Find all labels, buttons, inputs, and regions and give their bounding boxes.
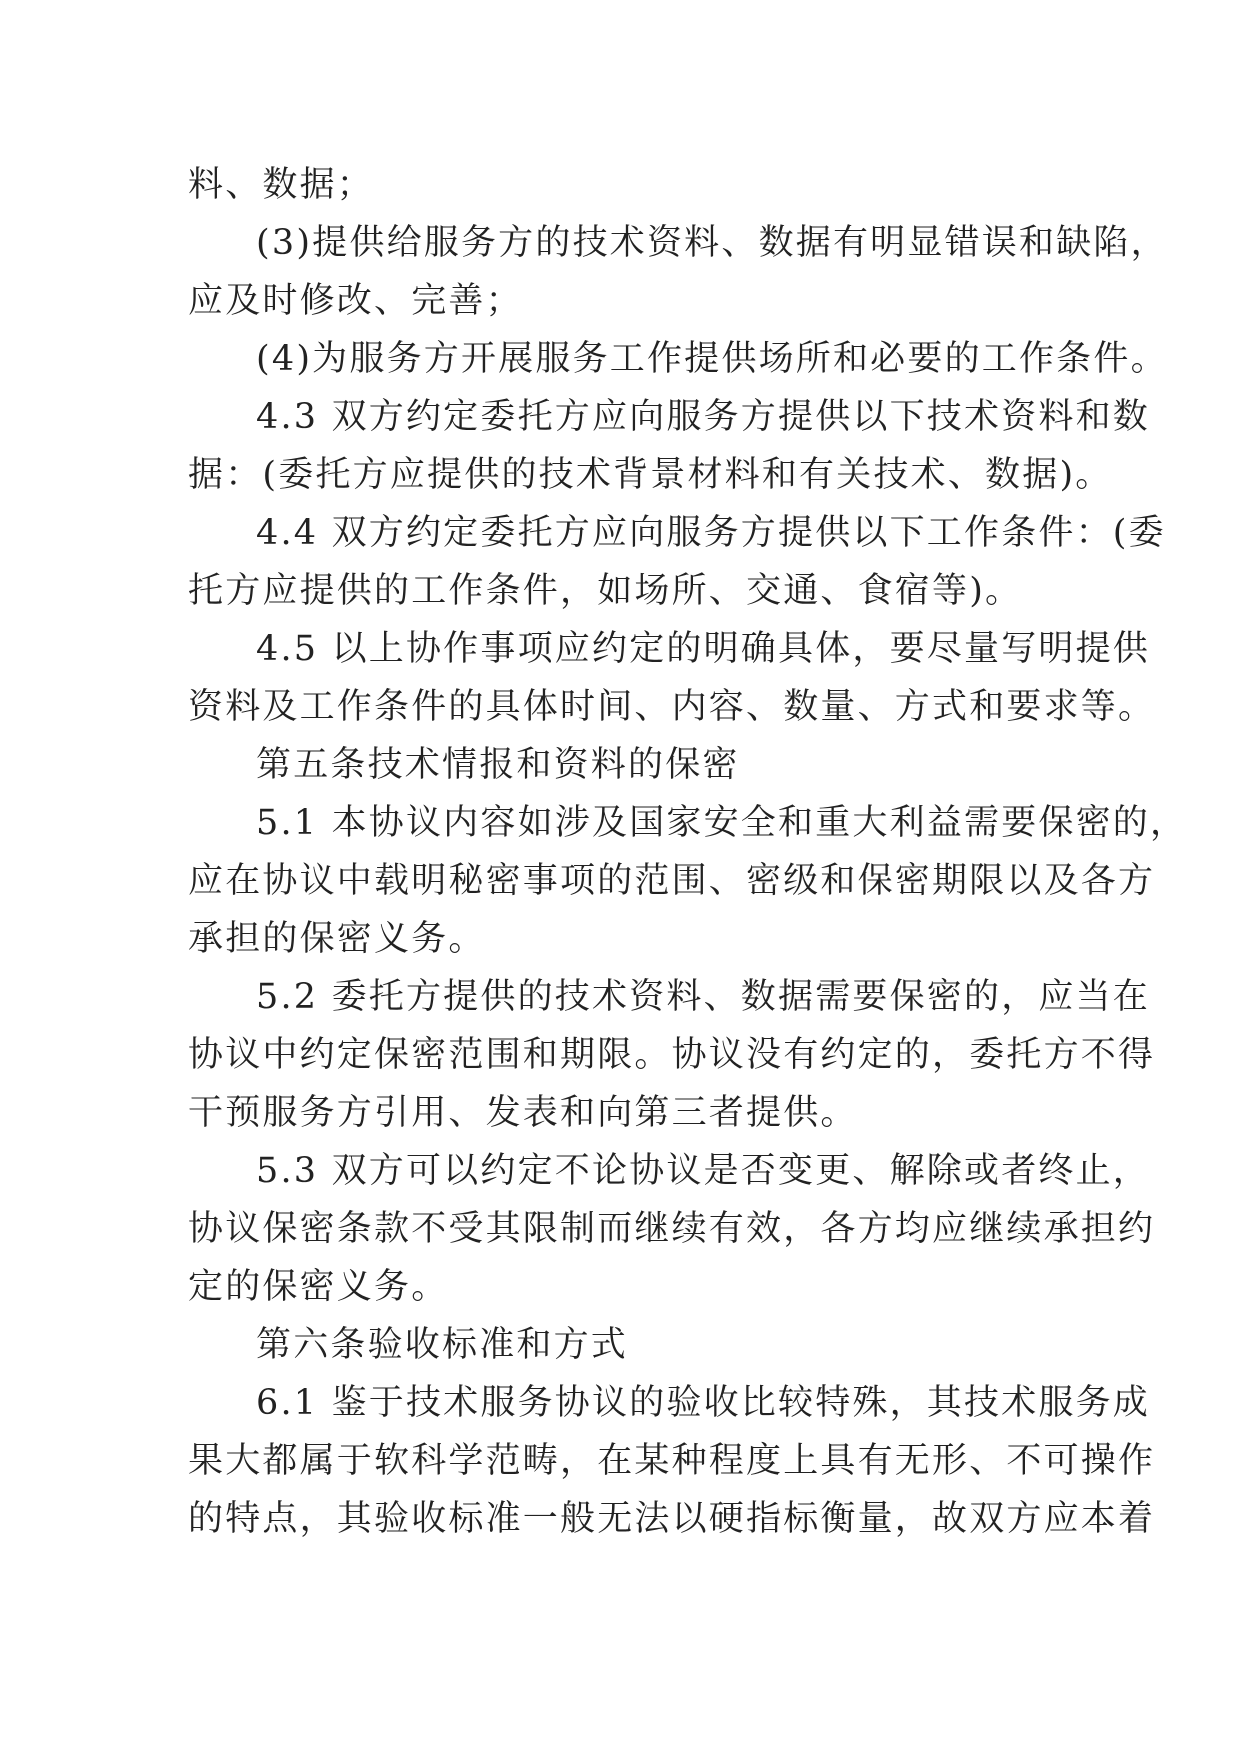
text-line: (4)为服务方开展服务工作提供场所和必要的工作条件。 — [256, 339, 1168, 379]
text-line: 协议保密条款不受其限制而继续有效，各方均应继续承担约 — [188, 1209, 1156, 1249]
text-line: 承担的保密义务。 — [188, 919, 486, 959]
text-line: 果大都属于软科学范畴，在某种程度上具有无形、不可操作 — [188, 1441, 1156, 1481]
text-line: 应及时修改、完善； — [188, 281, 523, 321]
text-line: 5.1 本协议内容如涉及国家安全和重大利益需要保密的， — [256, 803, 1188, 843]
text-line: 6.1 鉴于技术服务协议的验收比较特殊，其技术服务成 — [256, 1383, 1150, 1423]
text-line: 资料及工作条件的具体时间、内容、数量、方式和要求等。 — [188, 687, 1156, 727]
text-line: 据：(委托方应提供的技术背景材料和有关技术、数据)。 — [188, 455, 1113, 495]
text-line: 5.2 委托方提供的技术资料、数据需要保密的，应当在 — [256, 977, 1150, 1017]
text-line: 4.4 双方约定委托方应向服务方提供以下工作条件：(委 — [256, 513, 1166, 553]
text-line: (3)提供给服务方的技术资料、数据有明显错误和缺陷， — [256, 223, 1168, 263]
text-line: 干预服务方引用、发表和向第三者提供。 — [188, 1093, 858, 1133]
text-line: 定的保密义务。 — [188, 1267, 449, 1307]
text-line: 4.5 以上协作事项应约定的明确具体，要尽量写明提供 — [256, 629, 1150, 669]
text-line: 协议中约定保密范围和期限。协议没有约定的，委托方不得 — [188, 1035, 1156, 1075]
text-line: 5.3 双方可以约定不论协议是否变更、解除或者终止， — [256, 1151, 1150, 1191]
text-line: 4.3 双方约定委托方应向服务方提供以下技术资料和数 — [256, 397, 1150, 437]
text-line: 料、数据； — [188, 165, 375, 205]
text-line: 应在协议中载明秘密事项的范围、密级和保密期限以及各方 — [188, 861, 1156, 901]
section-heading: 第五条技术情报和资料的保密 — [256, 745, 740, 785]
text-line: 的特点，其验收标准一般无法以硬指标衡量，故双方应本着 — [188, 1499, 1156, 1539]
section-heading: 第六条验收标准和方式 — [256, 1325, 629, 1365]
text-line: 托方应提供的工作条件，如场所、交通、食宿等)。 — [188, 571, 1023, 611]
